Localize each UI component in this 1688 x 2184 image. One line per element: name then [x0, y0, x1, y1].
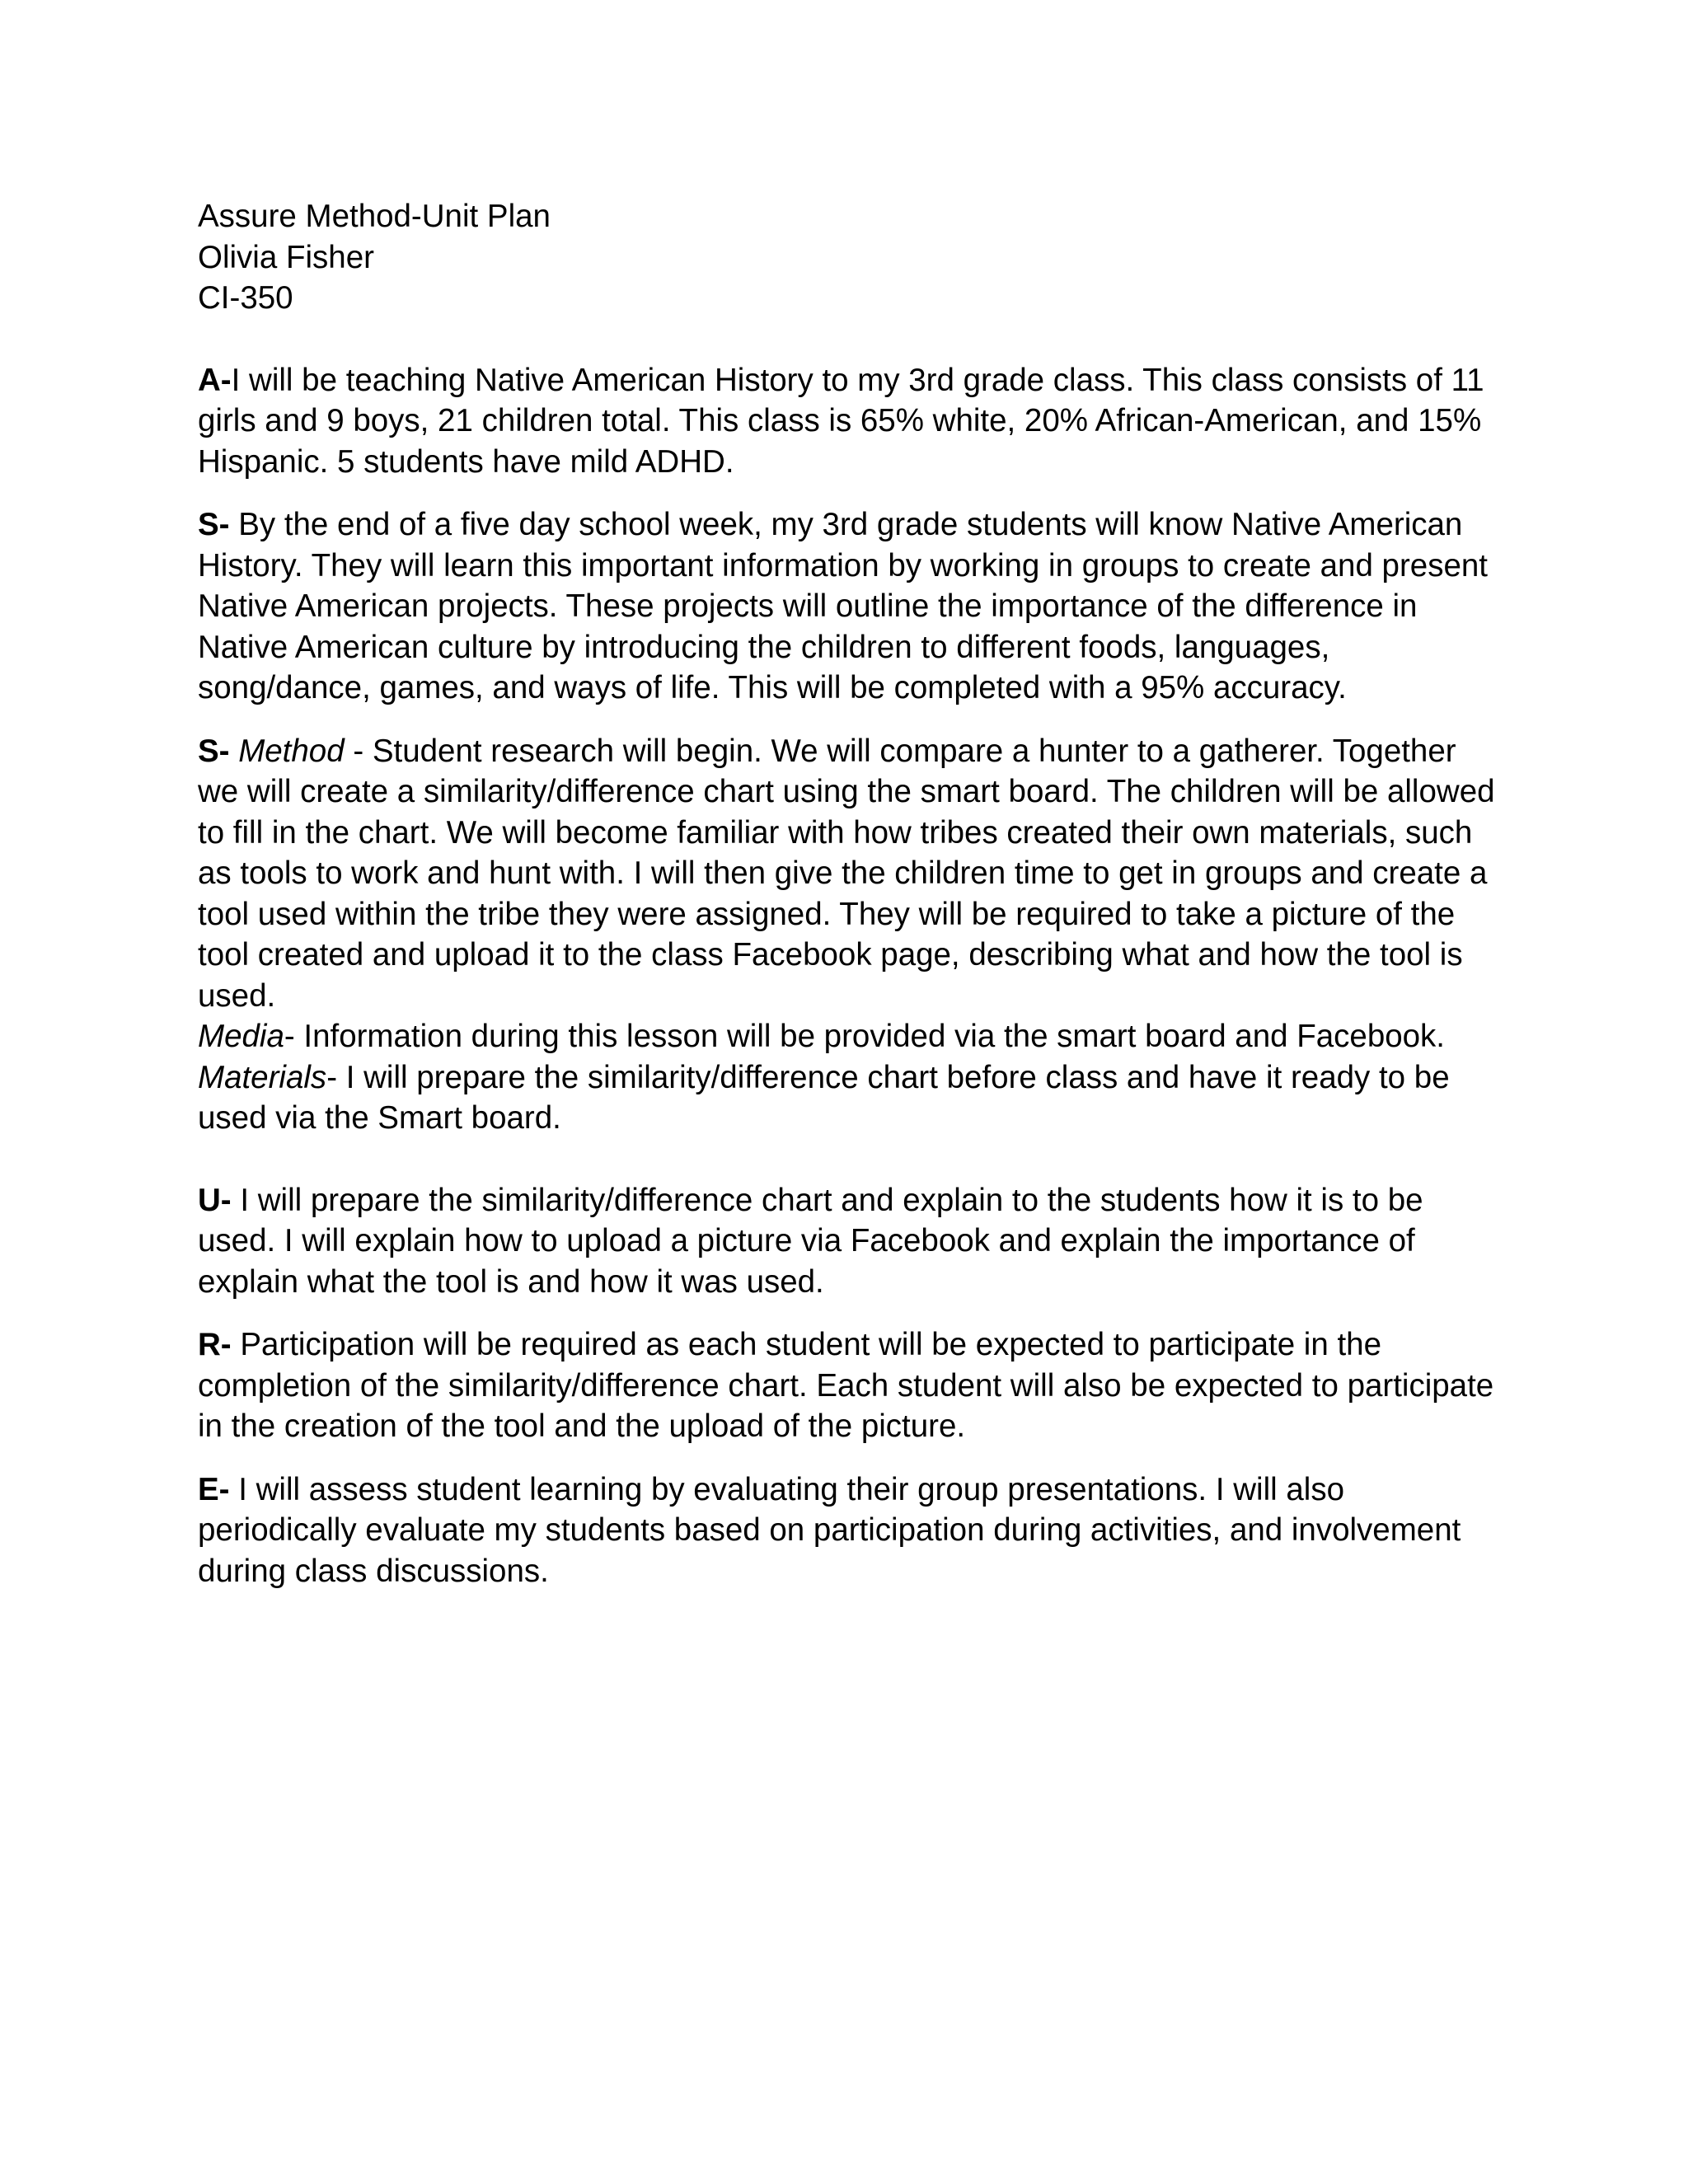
section-utilize-media — [198, 1180, 1500, 1303]
materials-paragraph — [198, 1057, 1500, 1139]
method-label: Method — [238, 733, 345, 769]
materials-label: Materials — [198, 1059, 327, 1095]
method-paragraph — [198, 731, 1500, 1017]
section-lead-u: U- — [198, 1182, 232, 1218]
document-header — [198, 196, 1500, 319]
document-body — [198, 196, 1500, 1614]
author-name: Olivia Fisher — [198, 239, 374, 275]
materials-text: - I will prepare the similarity/difference chart before class and have it ready to be used via the Smart board. — [198, 1059, 1450, 1136]
media-label: Media — [198, 1019, 284, 1054]
media-paragraph — [198, 1016, 1500, 1057]
section-text-a: I will be teaching Native American History to my 3rd grade class. This class consists of 11 girls and 9 boys, 21 children total. This class is 65% white, 20% African-American, and 15% Hispanic. 5 students have mild ADHD. — [198, 362, 1484, 480]
section-text-s1: By the end of a five day school week, my 3rd grade students will know Native American History. They will learn this important information by working in groups to create and present Native American projects. These projects will outline the importance of the difference in Native American culture by introducing the children to different foods, languages, song/dance, games, and ways of life. This will be completed with a 95% accuracy. — [198, 507, 1488, 705]
section-lead-r: R- — [198, 1327, 232, 1362]
section-text-u: I will prepare the similarity/difference chart and explain to the students how it is to be used. I will explain how to upload a picture via Facebook and explain the importance of explain what the tool is and how it was used. — [198, 1182, 1423, 1300]
section-require-participation — [198, 1324, 1500, 1447]
section-analyze-learners — [198, 360, 1500, 483]
document-title: Assure Method-Unit Plan — [198, 199, 551, 234]
section-state-objectives — [198, 504, 1500, 709]
section-text-r: Participation will be required as each student will be expected to participate in the completion of the similarity/difference chart. Each student will also be expected to participate in the creation of the tool and the upload of the picture. — [198, 1327, 1494, 1444]
section-lead-s1: S- — [198, 507, 230, 542]
media-text: - Information during this lesson will be provided via the smart board and Facebook. — [284, 1019, 1446, 1054]
section-lead-e: E- — [198, 1471, 230, 1507]
section-lead-s2: S- — [198, 733, 230, 769]
section-text-e: I will assess student learning by evaluating their group presentations. I will also periodically evaluate my students based on participation during activities, and involvement during class discussions. — [198, 1471, 1461, 1589]
course-code: CI-350 — [198, 280, 293, 316]
section-select-methods — [198, 731, 1500, 1139]
section-evaluate — [198, 1469, 1500, 1592]
method-text: - Student research will begin. We will compare a hunter to a gatherer. Together we will create a similarity/difference chart using the smart board. The children will be allowed to fill in the chart. We will become familiar with how tribes created their own materials, such as tools to work and hunt with. I will then give the children time to get in groups and create a tool used within the tribe they were assigned. They will be required to take a picture of the tool created and upload it to the class Facebook page, describing what and how the tool is used. — [198, 733, 1495, 1014]
section-lead-a: A- — [198, 362, 232, 398]
